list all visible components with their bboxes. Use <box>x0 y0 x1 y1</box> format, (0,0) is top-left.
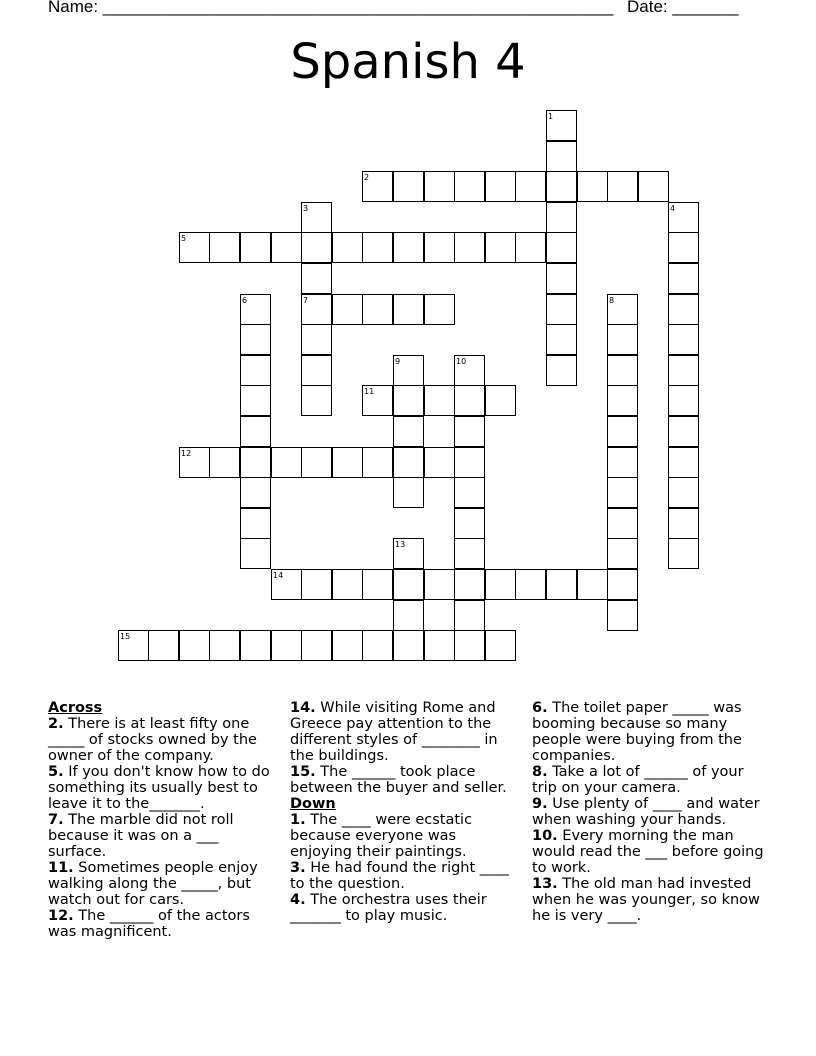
clue-item <box>290 764 522 796</box>
crossword-cell[interactable] <box>546 232 577 263</box>
crossword-cell[interactable] <box>454 508 485 539</box>
crossword-cell[interactable] <box>240 385 271 416</box>
crossword-cell[interactable] <box>546 171 577 202</box>
crossword-cell[interactable] <box>668 538 699 569</box>
clue-number: 7 <box>303 296 309 305</box>
crossword-cell[interactable] <box>668 477 699 508</box>
crossword-cell[interactable] <box>424 171 455 202</box>
clue-number: 10 <box>456 357 467 366</box>
crossword-cell[interactable] <box>271 630 302 661</box>
crossword-cell[interactable] <box>424 385 455 416</box>
name-field-label: Name: ______________________________________________________ <box>48 0 614 16</box>
crossword-cell[interactable] <box>393 447 424 478</box>
clue-number-label: 5. <box>48 764 64 780</box>
crossword-cell[interactable] <box>515 171 546 202</box>
crossword-cell[interactable] <box>485 630 516 661</box>
crossword-cell[interactable] <box>393 171 424 202</box>
clue-number: 6 <box>242 296 248 305</box>
crossword-cell[interactable] <box>362 232 393 263</box>
crossword-cell[interactable] <box>393 477 424 508</box>
crossword-cell[interactable] <box>301 202 332 233</box>
crossword-cell[interactable] <box>332 569 363 600</box>
across-heading: Across <box>48 700 103 716</box>
crossword-cell[interactable] <box>485 171 516 202</box>
crossword-cell[interactable] <box>454 171 485 202</box>
crossword-cell[interactable] <box>362 447 393 478</box>
crossword-cell[interactable] <box>546 263 577 294</box>
crossword-cell[interactable] <box>607 324 638 355</box>
clue-item <box>532 700 764 764</box>
clue-text: The toilet paper _____ was booming because so many people were buying from the companies. <box>532 700 742 764</box>
clue-text: He had found the right ____ to the question. <box>290 860 509 892</box>
clue-number: 15 <box>120 632 131 641</box>
crossword-cell[interactable] <box>393 355 424 386</box>
clue-number: 13 <box>395 540 406 549</box>
clue-number-label: 11. <box>48 860 74 876</box>
clue-number-label: 8. <box>532 764 548 780</box>
crossword-cell[interactable] <box>240 630 271 661</box>
clue-number-label: 7. <box>48 812 64 828</box>
clue-number-label: 13. <box>532 876 558 892</box>
clue-number-label: 14. <box>290 700 316 716</box>
crossword-cell[interactable] <box>454 385 485 416</box>
clues-column-2 <box>290 700 522 924</box>
crossword-cell[interactable] <box>454 538 485 569</box>
crossword-cell[interactable] <box>301 232 332 263</box>
crossword-cell[interactable] <box>454 355 485 386</box>
crossword-cell[interactable] <box>454 447 485 478</box>
down-heading: Down <box>290 796 336 812</box>
crossword-cell[interactable] <box>668 385 699 416</box>
clue-text: Use plenty of ____ and water when washing your hands. <box>532 796 760 828</box>
clue-item <box>532 764 764 796</box>
crossword-cell[interactable] <box>240 232 271 263</box>
clue-item <box>48 860 280 908</box>
crossword-cell[interactable] <box>393 630 424 661</box>
crossword-cell[interactable] <box>607 355 638 386</box>
crossword-cell[interactable] <box>362 630 393 661</box>
crossword-cell[interactable] <box>332 232 363 263</box>
crossword-cell[interactable] <box>240 294 271 325</box>
clue-number: 9 <box>395 357 401 366</box>
clue-number: 2 <box>364 173 370 182</box>
crossword-cell[interactable] <box>148 630 179 661</box>
crossword-cell[interactable] <box>271 447 302 478</box>
crossword-cell[interactable] <box>607 171 638 202</box>
crossword-cell[interactable] <box>209 630 240 661</box>
crossword-cell[interactable] <box>607 385 638 416</box>
crossword-cell[interactable] <box>362 294 393 325</box>
crossword-cell[interactable] <box>424 630 455 661</box>
crossword-cell[interactable] <box>607 294 638 325</box>
crossword-cell[interactable] <box>546 141 577 172</box>
clues-column-1 <box>48 700 280 940</box>
clue-item <box>48 716 280 764</box>
crossword-cell[interactable] <box>454 232 485 263</box>
clue-number: 12 <box>181 449 192 458</box>
clue-text: If you don't know how to do something its usually best to leave it to the_______. <box>48 764 270 812</box>
crossword-cell[interactable] <box>454 630 485 661</box>
clue-number-label: 1. <box>290 812 306 828</box>
crossword-cell[interactable] <box>271 232 302 263</box>
clue-number: 5 <box>181 234 187 243</box>
clue-item <box>290 700 522 764</box>
crossword-cell[interactable] <box>332 447 363 478</box>
clue-number: 4 <box>670 204 676 213</box>
crossword-cell[interactable] <box>607 477 638 508</box>
clue-number-label: 9. <box>532 796 548 812</box>
crossword-cell[interactable] <box>515 569 546 600</box>
crossword-cell[interactable] <box>607 569 638 600</box>
clue-number: 8 <box>609 296 615 305</box>
crossword-cell[interactable] <box>332 294 363 325</box>
crossword-cell[interactable] <box>668 324 699 355</box>
clue-number: 11 <box>364 387 375 396</box>
crossword-cell[interactable] <box>424 447 455 478</box>
crossword-cell[interactable] <box>638 171 669 202</box>
crossword-cell[interactable] <box>301 447 332 478</box>
clue-text: Every morning the man would read the ___ before going to work. <box>532 828 764 876</box>
crossword-cell[interactable] <box>577 569 608 600</box>
crossword-cell[interactable] <box>393 416 424 447</box>
clue-number-label: 4. <box>290 892 306 908</box>
crossword-cell[interactable] <box>301 569 332 600</box>
crossword-cell[interactable] <box>271 569 302 600</box>
clue-text: The orchestra uses their _______ to play music. <box>290 892 487 924</box>
crossword-cell[interactable] <box>546 569 577 600</box>
crossword-cell[interactable] <box>332 630 363 661</box>
crossword-cell[interactable] <box>393 569 424 600</box>
crossword-cell[interactable] <box>240 416 271 447</box>
crossword-cell[interactable] <box>668 263 699 294</box>
clues-column-3 <box>532 700 764 924</box>
crossword-cell[interactable] <box>393 600 424 631</box>
crossword-cell[interactable] <box>424 569 455 600</box>
clue-text: The old man had invested when he was younger, so know he is very ____. <box>532 876 760 924</box>
clue-item <box>290 892 522 924</box>
crossword-cell[interactable] <box>577 171 608 202</box>
crossword-cell[interactable] <box>301 263 332 294</box>
crossword-cell[interactable] <box>607 416 638 447</box>
crossword-cell[interactable] <box>301 385 332 416</box>
clue-text: There is at least fifty one _____ of stocks owned by the owner of the company. <box>48 716 257 764</box>
clue-text: The marble did not roll because it was on a ___ surface. <box>48 812 234 860</box>
crossword-cell[interactable] <box>179 447 210 478</box>
crossword-cell[interactable] <box>607 600 638 631</box>
crossword-cell[interactable] <box>362 171 393 202</box>
crossword-cell[interactable] <box>668 202 699 233</box>
crossword-cell[interactable] <box>668 508 699 539</box>
crossword-cell[interactable] <box>668 355 699 386</box>
crossword-cell[interactable] <box>485 569 516 600</box>
crossword-cell[interactable] <box>301 294 332 325</box>
crossword-cell[interactable] <box>301 355 332 386</box>
clue-number-label: 2. <box>48 716 64 732</box>
crossword-cell[interactable] <box>362 569 393 600</box>
crossword-cell[interactable] <box>209 447 240 478</box>
clue-item <box>532 876 764 924</box>
crossword-cell[interactable] <box>240 538 271 569</box>
crossword-cell[interactable] <box>668 447 699 478</box>
crossword-cell[interactable] <box>454 600 485 631</box>
crossword-cell[interactable] <box>546 110 577 141</box>
clue-text: The ______ of the actors was magnificent. <box>48 908 250 940</box>
crossword-cell[interactable] <box>362 385 393 416</box>
crossword-cell[interactable] <box>240 355 271 386</box>
clue-number: 14 <box>273 571 284 580</box>
crossword-cell[interactable] <box>668 232 699 263</box>
crossword-cell[interactable] <box>301 630 332 661</box>
date-field-label: Date: _______ <box>627 0 739 16</box>
crossword-cell[interactable] <box>179 232 210 263</box>
crossword-cell[interactable] <box>240 324 271 355</box>
clue-item <box>290 812 522 860</box>
crossword-cell[interactable] <box>515 232 546 263</box>
clue-text: Sometimes people enjoy walking along the _____, but watch out for cars. <box>48 860 258 908</box>
crossword-cell[interactable] <box>546 202 577 233</box>
crossword-cell[interactable] <box>546 324 577 355</box>
crossword-cell[interactable] <box>118 630 149 661</box>
crossword-cell[interactable] <box>393 538 424 569</box>
crossword-cell[interactable] <box>485 232 516 263</box>
clue-number-label: 6. <box>532 700 548 716</box>
crossword-cell[interactable] <box>454 569 485 600</box>
crossword-cell[interactable] <box>454 477 485 508</box>
crossword-cell[interactable] <box>668 416 699 447</box>
clue-item <box>48 908 280 940</box>
clue-number-label: 12. <box>48 908 74 924</box>
crossword-cell[interactable] <box>546 355 577 386</box>
clue-text: The ____ were ecstatic because everyone was enjoying their paintings. <box>290 812 473 860</box>
crossword-cell[interactable] <box>424 294 455 325</box>
clue-item <box>290 860 522 892</box>
crossword-cell[interactable] <box>209 232 240 263</box>
crossword-cell[interactable] <box>607 447 638 478</box>
crossword-cell[interactable] <box>179 630 210 661</box>
crossword-cell[interactable] <box>301 324 332 355</box>
clue-number: 3 <box>303 204 309 213</box>
crossword-cell[interactable] <box>607 508 638 539</box>
clue-item <box>48 764 280 812</box>
crossword-cell[interactable] <box>607 538 638 569</box>
clue-number: 1 <box>548 112 554 121</box>
crossword-cell[interactable] <box>393 232 424 263</box>
crossword-cell[interactable] <box>240 447 271 478</box>
crossword-cell[interactable] <box>393 294 424 325</box>
clue-item <box>48 812 280 860</box>
crossword-cell[interactable] <box>668 294 699 325</box>
crossword-cell[interactable] <box>240 508 271 539</box>
crossword-cell[interactable] <box>393 385 424 416</box>
clue-text: The ______ took place between the buyer and seller. <box>290 764 507 796</box>
page-title: Spanish 4 <box>290 34 526 90</box>
clue-item <box>532 828 764 876</box>
clue-item <box>532 796 764 828</box>
crossword-cell[interactable] <box>546 294 577 325</box>
clue-number-label: 3. <box>290 860 306 876</box>
clue-number-label: 15. <box>290 764 316 780</box>
clue-number-label: 10. <box>532 828 558 844</box>
clue-text: While visiting Rome and Greece pay attention to the different styles of ________ in the buildings. <box>290 700 498 764</box>
crossword-cell[interactable] <box>485 385 516 416</box>
clue-text: Take a lot of ______ of your trip on your camera. <box>532 764 744 796</box>
crossword-cell[interactable] <box>424 232 455 263</box>
crossword-cell[interactable] <box>454 416 485 447</box>
crossword-cell[interactable] <box>240 477 271 508</box>
